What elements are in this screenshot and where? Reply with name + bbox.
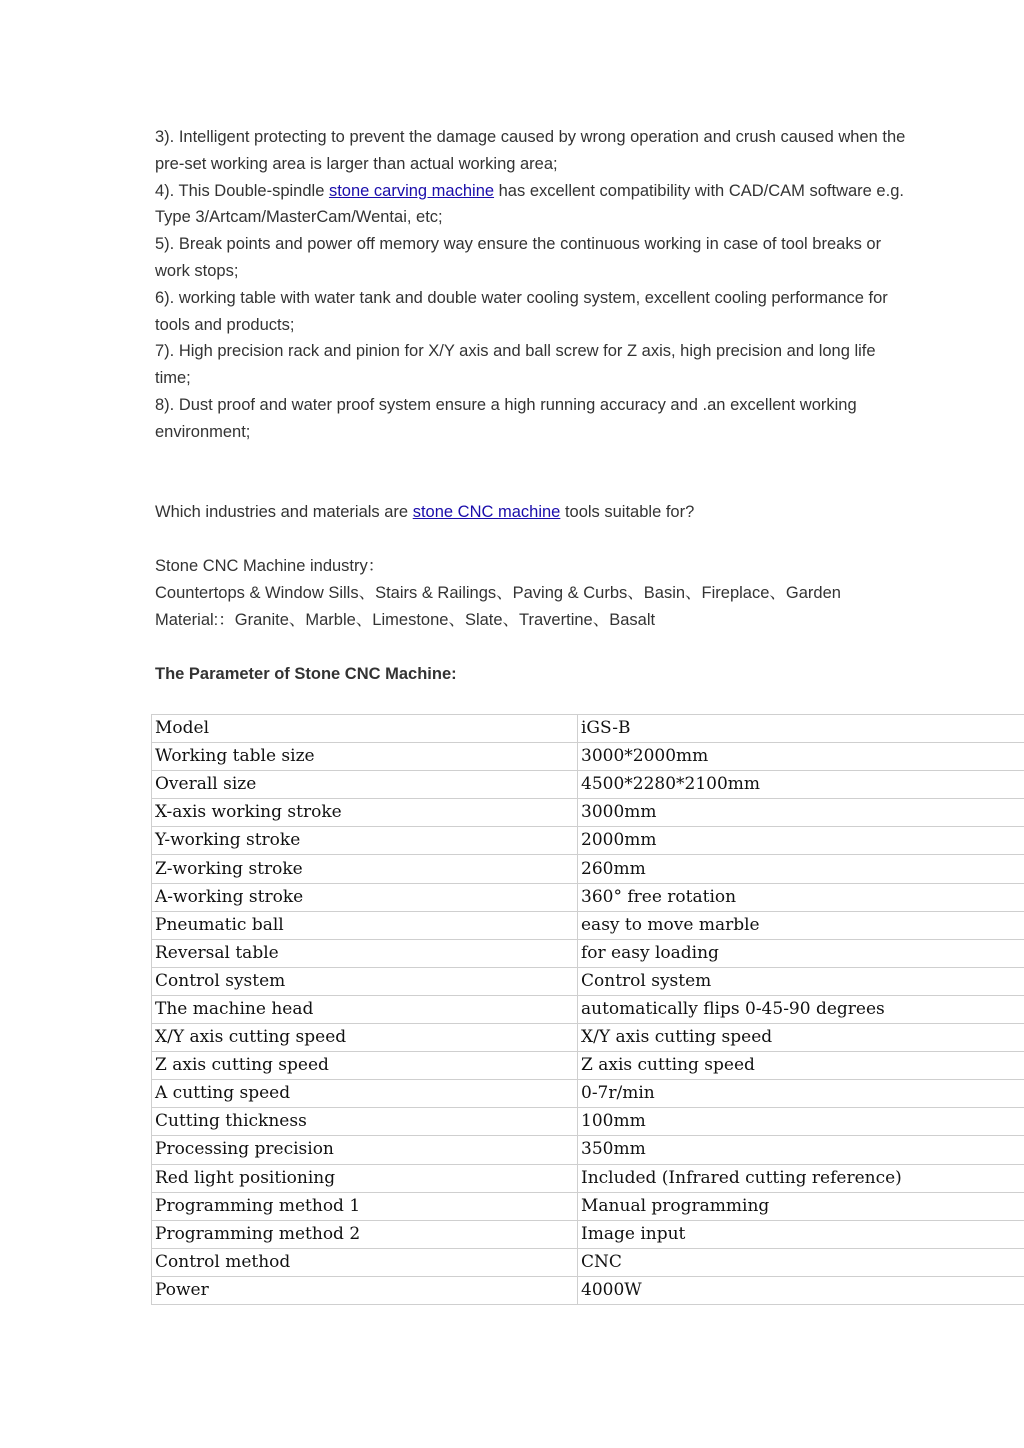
parameter-name: Cutting thickness: [152, 1108, 578, 1136]
parameter-value: 360° free rotation: [578, 883, 1024, 911]
feature-list: [155, 124, 915, 446]
parameter-value: Included (Infrared cutting reference): [578, 1164, 1024, 1192]
stone-cnc-machine-link[interactable]: stone CNC machine: [412, 503, 561, 521]
parameter-value: Image input: [578, 1220, 1024, 1248]
table-row: [152, 771, 1024, 799]
parameter-value: for easy loading: [578, 939, 1024, 967]
parameter-value: 0-7r/min: [578, 1080, 1024, 1108]
parameter-value: Z axis cutting speed: [578, 1052, 1024, 1080]
parameter-name: Y-working stroke: [152, 827, 578, 855]
table-row: [152, 1052, 1024, 1080]
table-row: [152, 1276, 1024, 1304]
industries-question: [155, 499, 694, 526]
parameter-value: 4500*2280*2100mm: [578, 771, 1024, 799]
industry-heading: Stone CNC Machine industry：: [155, 557, 385, 575]
parameter-name: Control method: [152, 1248, 578, 1276]
parameter-name: Power: [152, 1276, 578, 1304]
parameter-value: 3000*2000mm: [578, 743, 1024, 771]
parameter-name: X/Y axis cutting speed: [152, 1024, 578, 1052]
table-row: [152, 911, 1024, 939]
feature-item: 5). Break points and power off memory way ensure the continuous working in case of tool breaks or work stops;: [155, 235, 882, 280]
table-row: [152, 1136, 1024, 1164]
parameter-value: automatically flips 0-45-90 degrees: [578, 995, 1024, 1023]
parameter-name: Programming method 2: [152, 1220, 578, 1248]
parameter-name: A cutting speed: [152, 1080, 578, 1108]
table-row: [152, 715, 1024, 743]
feature-item: 7). High precision rack and pinion for X/Y axis and ball screw for Z axis, high precision and long life time;: [155, 342, 876, 388]
industry-section: [155, 553, 841, 634]
parameter-value: 260mm: [578, 855, 1024, 883]
feature-item: 3). Intelligent protecting to prevent the damage caused by wrong operation and crush caused when the pre-set working area is larger than actual working area;: [155, 128, 906, 173]
parameter-name: Z axis cutting speed: [152, 1052, 578, 1080]
parameter-name: Z-working stroke: [152, 855, 578, 883]
parameter-name: Overall size: [152, 771, 578, 799]
table-row: [152, 1192, 1024, 1220]
parameter-value: 350mm: [578, 1136, 1024, 1164]
table-row: [152, 1108, 1024, 1136]
parameter-value: 100mm: [578, 1108, 1024, 1136]
parameter-name: Programming method 1: [152, 1192, 578, 1220]
table-row: [152, 1024, 1024, 1052]
parameter-name: Model: [152, 715, 578, 743]
stone-carving-machine-link[interactable]: stone carving machine: [328, 181, 495, 200]
parameter-name: Processing precision: [152, 1136, 578, 1164]
parameter-name: X-axis working stroke: [152, 799, 578, 827]
parameter-name: Reversal table: [152, 939, 578, 967]
parameter-name: Red light positioning: [152, 1164, 578, 1192]
parameter-value: CNC: [578, 1248, 1024, 1276]
parameter-title: The Parameter of Stone CNC Machine:: [155, 665, 457, 683]
feature-item: 8). Dust proof and water proof system ensure a high running accuracy and .an excellent working environment;: [155, 395, 857, 441]
table-row: [152, 855, 1024, 883]
parameter-value: iGS-B: [578, 715, 1024, 743]
parameter-name: Working table size: [152, 743, 578, 771]
table-row: [152, 883, 1024, 911]
parameter-table: [151, 714, 1024, 1305]
feature-text: 4). This Double-spindle: [155, 181, 329, 200]
table-row: [152, 1164, 1024, 1192]
feature-item: [155, 178, 915, 232]
table-row: [152, 967, 1024, 995]
table-row: [152, 1248, 1024, 1276]
parameter-table-body: [152, 715, 1024, 1305]
industry-list: Countertops & Window Sills、Stairs & Railings、Paving & Curbs、Basin、Fireplace、Garden: [155, 584, 841, 602]
table-row: [152, 827, 1024, 855]
question-text: Which industries and materials are: [155, 503, 413, 521]
feature-text: has excellent compatibility with CAD/CAM software e.g. Type 3/Artcam/MasterCam/Wentai, etc;: [155, 181, 904, 227]
parameter-name: Control system: [152, 967, 578, 995]
parameter-value: Manual programming: [578, 1192, 1024, 1220]
parameter-name: Pneumatic ball: [152, 911, 578, 939]
parameter-value: 2000mm: [578, 827, 1024, 855]
table-row: [152, 939, 1024, 967]
table-row: [152, 1220, 1024, 1248]
material-list: Material:：Granite、Marble、Limestone、Slate、Travertine、Basalt: [155, 611, 656, 629]
feature-item: 6). working table with water tank and double water cooling system, excellent cooling performance for tools and products;: [155, 288, 888, 334]
parameter-name: A-working stroke: [152, 883, 578, 911]
parameter-value: Control system: [578, 967, 1024, 995]
table-row: [152, 1080, 1024, 1108]
table-row: [152, 995, 1024, 1023]
parameter-name: The machine head: [152, 995, 578, 1023]
parameter-value: 4000W: [578, 1276, 1024, 1304]
table-row: [152, 799, 1024, 827]
question-text: tools suitable for?: [560, 503, 695, 521]
parameter-value: X/Y axis cutting speed: [578, 1024, 1024, 1052]
parameter-value: 3000mm: [578, 799, 1024, 827]
table-row: [152, 743, 1024, 771]
parameter-value: easy to move marble: [578, 911, 1024, 939]
